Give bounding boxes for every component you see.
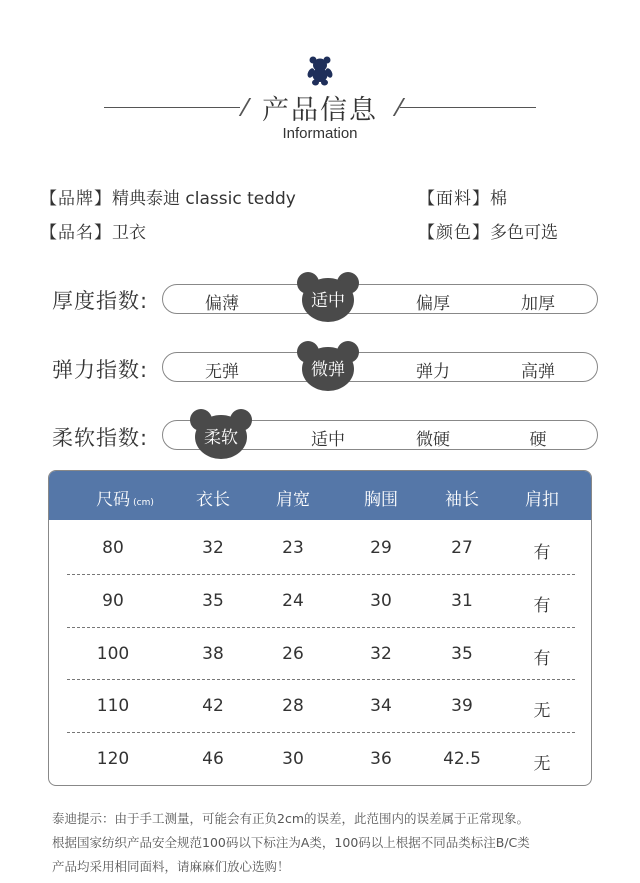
cell-shoulder: 30: [282, 749, 304, 769]
header-length: 衣长: [196, 490, 230, 510]
table-row: [49, 523, 592, 575]
header-shoulder: 肩宽: [276, 490, 310, 510]
header-shoulder-button: 肩扣: [525, 490, 559, 510]
cell-length: 35: [202, 591, 224, 611]
size-table: [48, 470, 592, 786]
thickness-option: 加厚: [521, 294, 555, 314]
cell-shoulder-button: 有: [533, 649, 551, 669]
thickness-option: 偏厚: [416, 294, 450, 314]
elasticity-index-label: 弹力指数:: [52, 358, 149, 382]
elasticity-option: 无弹: [205, 362, 239, 382]
page-title: 产品信息: [262, 95, 378, 126]
row-divider: [67, 732, 575, 733]
info-color: [418, 218, 558, 243]
info-brand: [40, 184, 296, 209]
cell-length: 32: [202, 538, 224, 558]
info-color-value: 多色可选: [490, 223, 558, 243]
note-line: 根据国家纺织产品安全规范100码以下标注为A类，100码以上根据不同品类标注B/C类: [52, 835, 530, 850]
cell-chest: 29: [370, 538, 392, 558]
table-row: [49, 681, 592, 733]
row-divider: [67, 679, 575, 680]
cell-size: 80: [102, 538, 124, 558]
info-brand-value: 精典泰迪 classic teddy: [112, 189, 296, 209]
teddy-bear-icon: [307, 56, 333, 86]
cell-sleeve: 39: [451, 696, 473, 716]
cell-length: 46: [202, 749, 224, 769]
cell-sleeve: 27: [451, 538, 473, 558]
header-size: 尺码 (cm): [96, 490, 154, 510]
softness-option: 适中: [311, 430, 345, 450]
page-subtitle: Information: [282, 125, 358, 142]
elasticity-option: 高弹: [521, 362, 555, 382]
thickness-selected-bear: [297, 272, 359, 322]
row-divider: [67, 627, 575, 628]
thickness-selected-label: 适中: [311, 291, 345, 311]
cell-sleeve: 31: [451, 591, 473, 611]
thickness-index-label: 厚度指数:: [52, 289, 149, 313]
cell-shoulder-button: 有: [533, 543, 551, 563]
cell-shoulder: 28: [282, 696, 304, 716]
cell-chest: 30: [370, 591, 392, 611]
info-name: [40, 218, 146, 243]
info-name-key: 【品名】: [40, 223, 112, 243]
elasticity-option: 弹力: [416, 362, 450, 382]
info-fabric-value: 棉: [490, 189, 507, 209]
cell-size: 110: [96, 696, 130, 716]
elasticity-selected-bear: [297, 341, 359, 391]
cell-chest: 32: [370, 644, 392, 664]
cell-chest: 36: [370, 749, 392, 769]
info-fabric-key: 【面料】: [418, 189, 490, 209]
cell-shoulder-button: 无: [533, 701, 551, 721]
softness-index-label: 柔软指数:: [52, 426, 149, 450]
softness-option: 微硬: [416, 430, 450, 450]
note-line: 产品均采用相同面料，请麻麻们放心选购！: [52, 859, 290, 874]
header-sleeve: 袖长: [445, 490, 479, 510]
softness-selected-label: 柔软: [204, 428, 238, 448]
cell-chest: 34: [370, 696, 392, 716]
cell-shoulder: 26: [282, 644, 304, 664]
thickness-option: 偏薄: [205, 294, 239, 314]
cell-sleeve: 42.5: [443, 749, 481, 769]
info-name-value: 卫衣: [112, 223, 146, 243]
cell-size: 120: [96, 749, 130, 769]
cell-shoulder-button: 有: [533, 596, 551, 616]
header-chest: 胸围: [364, 490, 398, 510]
table-row: [49, 734, 592, 786]
cell-shoulder: 24: [282, 591, 304, 611]
cell-shoulder: 23: [282, 538, 304, 558]
info-brand-key: 【品牌】: [40, 189, 112, 209]
size-table-header: [49, 471, 592, 520]
cell-sleeve: 35: [451, 644, 473, 664]
softness-option: 硬: [529, 430, 547, 450]
cell-size: 100: [96, 644, 130, 664]
info-fabric: [418, 184, 507, 209]
table-row: [49, 629, 592, 681]
cell-shoulder-button: 无: [533, 754, 551, 774]
elasticity-selected-label: 微弹: [311, 360, 345, 380]
row-divider: [67, 574, 575, 575]
cell-size: 90: [102, 591, 124, 611]
cell-length: 42: [202, 696, 224, 716]
softness-selected-bear: [190, 409, 252, 459]
note-line: 泰迪提示：由于手工测量，可能会有正负2cm的误差，此范围内的误差属于正常现象。: [52, 811, 530, 826]
cell-length: 38: [202, 644, 224, 664]
info-color-key: 【颜色】: [418, 223, 490, 243]
table-row: [49, 576, 592, 628]
